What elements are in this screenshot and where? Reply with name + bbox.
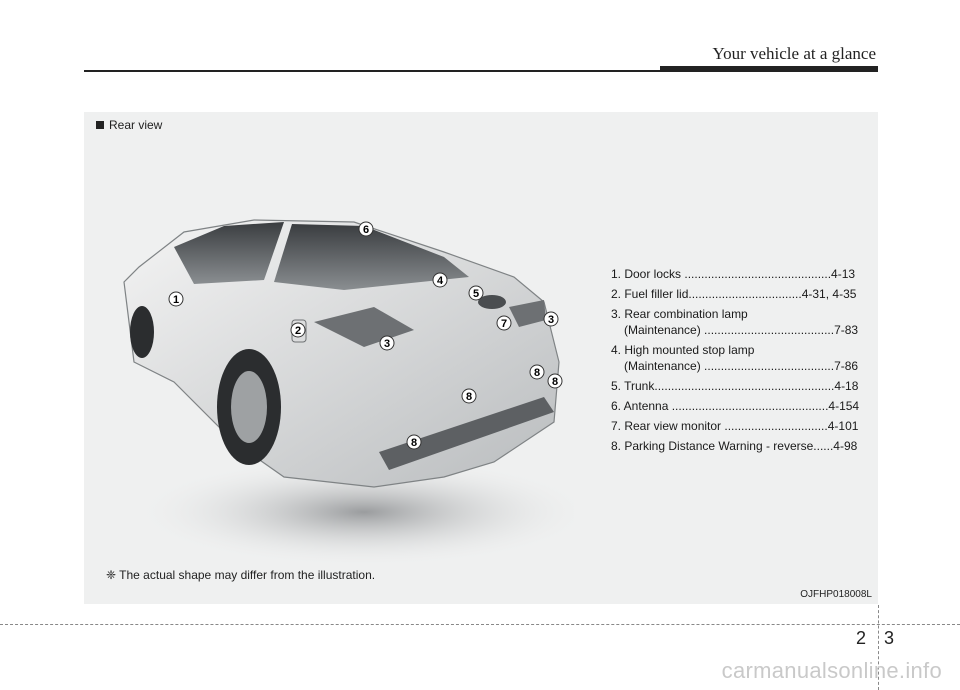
watermark: carmanualsonline.info [721,658,942,683]
page-header-title: Your vehicle at a glance [712,44,876,63]
callout-8b: 8 [551,376,559,388]
list-item-text: 2. Fuel filler lid..................................4-31, 4-35 [611,287,857,301]
list-item [611,266,871,282]
list-item-subtext: (Maintenance) .......................................7-83 [624,323,859,337]
list-item-text: 8. Parking Distance Warning - reverse......4-98 [611,439,858,453]
list-item [611,342,871,374]
callout-4: 4 [436,275,444,287]
car-rear-illustration [114,212,574,582]
section-label-text: Rear view [109,118,163,132]
list-item [611,438,871,454]
component-list [611,266,871,458]
chapter-number: 2 [856,628,867,648]
front-wheel-icon [130,306,154,358]
footer-rule [0,624,960,625]
list-item [611,286,871,302]
list-item-text: 7. Rear view monitor ...............................4-101 [611,419,859,433]
callout-7: 7 [500,318,508,330]
callout-6: 6 [362,224,370,236]
callout-5: 5 [472,288,480,300]
list-item [611,418,871,434]
list-item-text: 3. Rear combination lamp [611,307,748,321]
section-label [96,118,162,132]
callout-2: 2 [294,325,302,337]
header-rule-accent [660,66,878,71]
callout-3-left: 3 [383,338,391,350]
list-item-subtext: (Maintenance) .......................................7-86 [624,359,859,373]
image-code: OJFHP018008L [800,589,872,600]
list-item-text: 4. High mounted stop lamp [611,343,755,357]
list-item [611,378,871,394]
callout-8d: 8 [410,437,418,449]
callout-1: 1 [172,294,180,306]
square-bullet-icon [96,121,104,129]
list-item-text: 5. Trunk......................................................4-18 [611,379,859,393]
list-item [611,306,871,338]
callout-8a: 8 [533,367,541,379]
list-item-text: 6. Antenna ...............................................4-154 [611,399,860,413]
list-item [611,398,871,414]
rear-view-panel [84,112,878,604]
callout-8c: 8 [465,391,473,403]
rear-rim-icon [231,371,267,443]
callout-3-right: 3 [547,314,555,326]
page-number: 3 [884,628,895,648]
illustration-note: ❈ The actual shape may differ from the illustration. [106,568,376,582]
list-item-text: 1. Door locks ............................................4-13 [611,267,856,281]
